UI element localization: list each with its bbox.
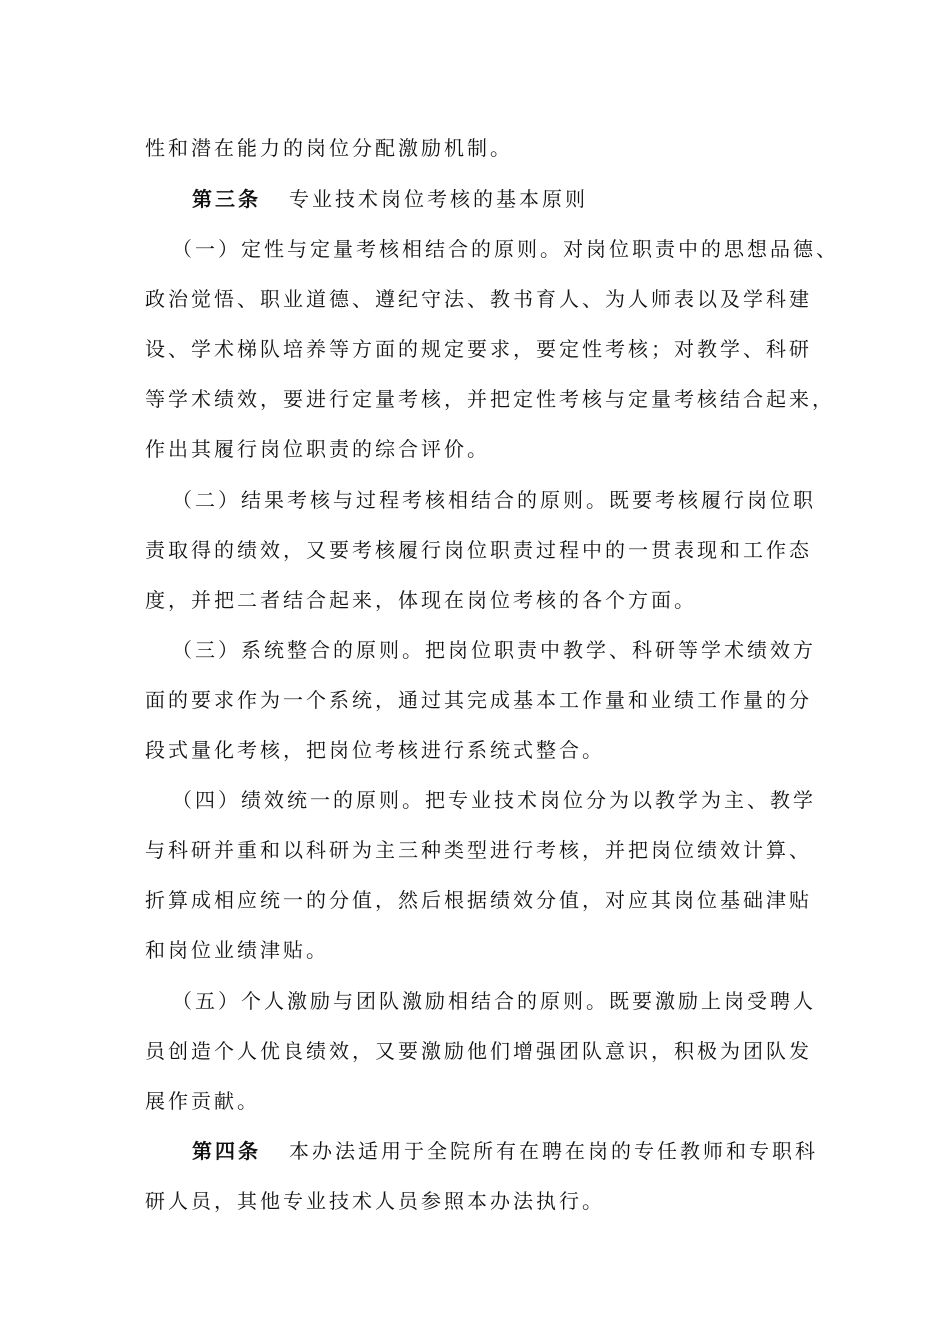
text-line: （五）个人激励与团队激励相结合的原则。既要激励上岗受聘人 (172, 989, 816, 1013)
text-line: （二）结果考核与过程考核相结合的原则。既要考核履行岗位职 (172, 488, 816, 512)
article-4-label: 第四条 (192, 1139, 261, 1163)
text-line: 等学术绩效，要进行定量考核，并把定性考核与定量考核结合起来， (145, 387, 835, 411)
text-line: 折算成相应统一的分值，然后根据绩效分值，对应其岗位基础津贴 (145, 888, 812, 912)
text-line: 和岗位业绩津贴。 (145, 938, 329, 962)
text-line: 性和潜在能力的岗位分配激励机制。 (145, 136, 513, 160)
text-line: （一）定性与定量考核相结合的原则。对岗位职责中的思想品德、 (172, 237, 839, 261)
text-line: 研人员，其他专业技术人员参照本办法执行。 (145, 1189, 605, 1213)
text-line: 段式量化考核，把岗位考核进行系统式整合。 (145, 738, 605, 762)
text-line: 作出其履行岗位职责的综合评价。 (145, 437, 490, 461)
text-line: 度，并把二者结合起来，体现在岗位考核的各个方面。 (145, 588, 697, 612)
text-line: （四）绩效统一的原则。把专业技术岗位分为以教学为主、教学 (172, 788, 816, 812)
text-line: 政治觉悟、职业道德、遵纪守法、教书育人、为人师表以及学科建 (145, 287, 812, 311)
text-line: （三）系统整合的原则。把岗位职责中教学、科研等学术绩效方 (172, 638, 816, 662)
article-3-heading (192, 183, 882, 215)
article-4-heading (192, 1135, 882, 1167)
text-line: 面的要求作为一个系统，通过其完成基本工作量和业绩工作量的分 (145, 688, 812, 712)
text-line: 设、学术梯队培养等方面的规定要求，要定性考核；对教学、科研 (145, 337, 812, 361)
text-line: 责取得的绩效，又要考核履行岗位职责过程中的一贯表现和工作态 (145, 538, 812, 562)
article-4-text: 本办法适用于全院所有在聘在岗的专任教师和专职科 (289, 1139, 818, 1163)
article-3-title: 专业技术岗位考核的基本原则 (289, 187, 588, 211)
text-line: 展作贡献。 (145, 1089, 260, 1113)
article-3-label: 第三条 (192, 187, 261, 211)
text-line: 员创造个人优良绩效，又要激励他们增强团队意识，积极为团队发 (145, 1039, 812, 1063)
text-line: 与科研并重和以科研为主三种类型进行考核，并把岗位绩效计算、 (145, 838, 812, 862)
